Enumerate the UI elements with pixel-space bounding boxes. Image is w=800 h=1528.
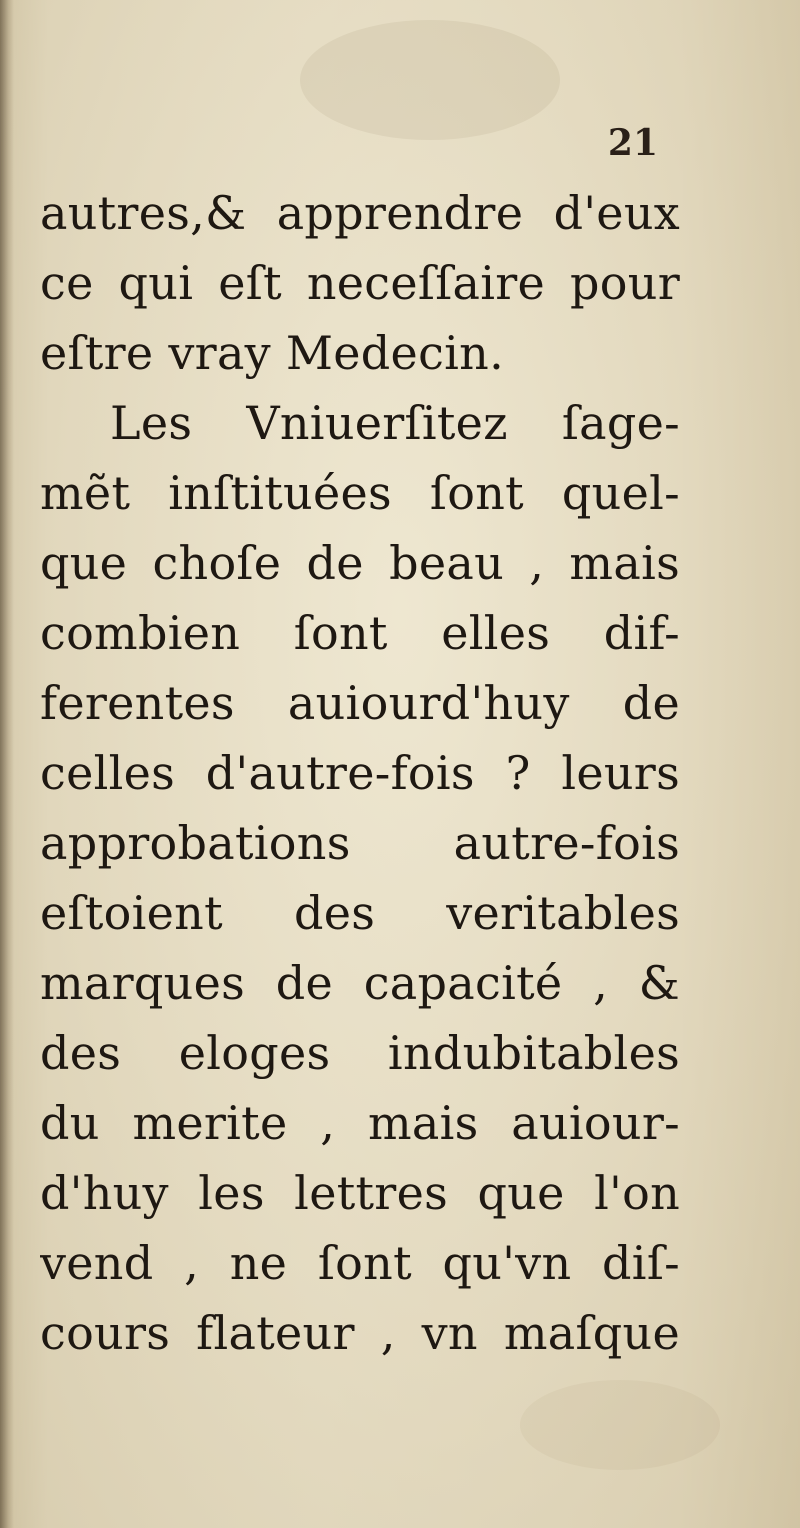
text-line: approbations autre-fois — [40, 816, 680, 870]
text-line: eſtre vray Medecin. — [40, 326, 504, 380]
text-line: ferentes auiourd'huy de — [40, 676, 680, 730]
text-line: des eloges indubitables — [40, 1026, 680, 1080]
text-line: du merite , mais auiour- — [40, 1096, 680, 1150]
text-line: d'huy les lettres que l'on — [40, 1166, 680, 1220]
text-line: mẽt inſtituées ſont quel- — [40, 466, 680, 520]
text-line: marques de capacité , & — [40, 956, 680, 1010]
text-line: combien ſont elles dif- — [40, 606, 680, 660]
body-text — [40, 178, 680, 1368]
text-line: que choſe de beau , mais — [40, 536, 680, 590]
gutter-shadow — [0, 0, 14, 1528]
text-line: Les Vniuerſitez ſage- — [110, 396, 680, 450]
text-line: cours flateur , vn maſque — [40, 1306, 680, 1360]
text-line: ce qui eſt neceſſaire pour — [40, 256, 680, 310]
text-line: autres,& apprendre d'eux — [40, 186, 680, 240]
page-number: 21 — [607, 122, 658, 164]
text-line: vend , ne ſont qu'vn diſ- — [40, 1236, 680, 1290]
paper-stain — [300, 20, 560, 140]
text-line: celles d'autre-fois ? leurs — [40, 746, 680, 800]
text-line: eſtoient des veritables — [40, 886, 680, 940]
paper-stain — [520, 1380, 720, 1470]
